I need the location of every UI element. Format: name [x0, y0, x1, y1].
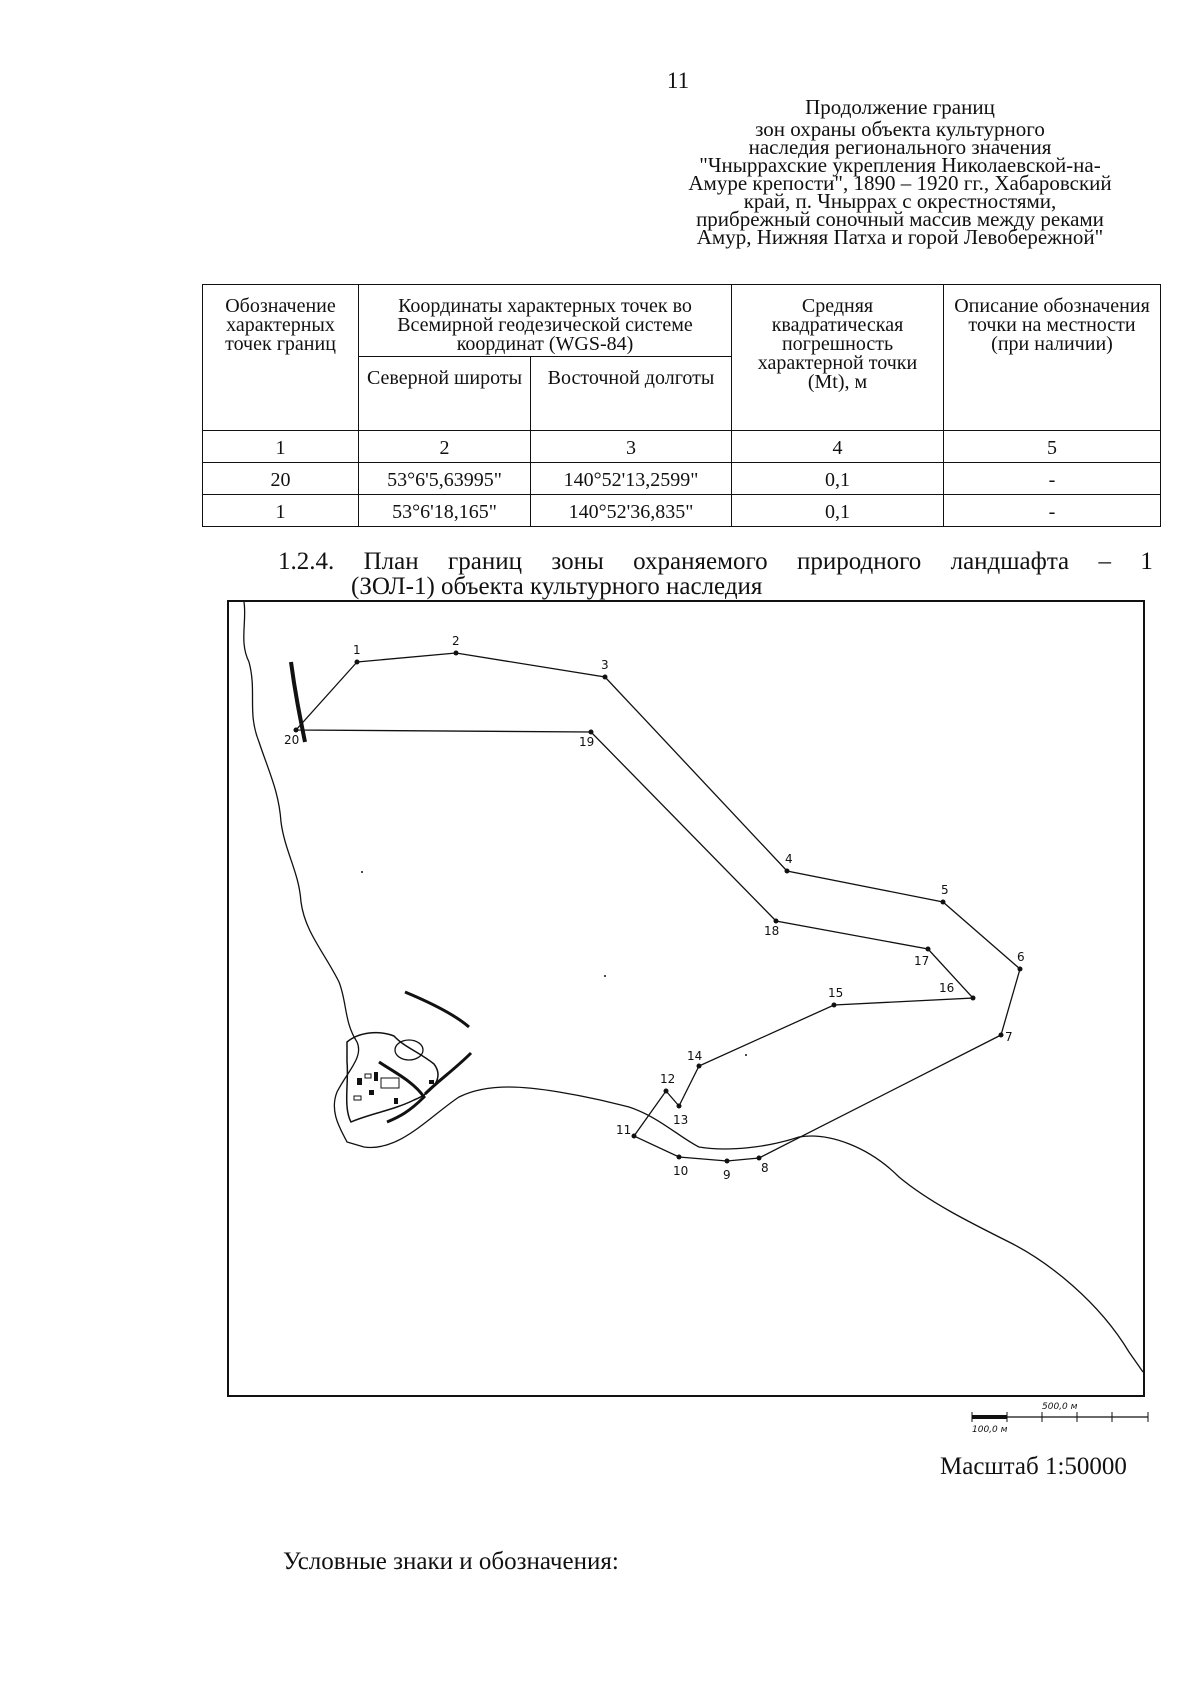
boundary-map [227, 600, 1145, 1397]
boundary-point-marker [774, 919, 779, 924]
boundary-point-marker [697, 1064, 702, 1069]
header-east-longitude: Восточной долготы [531, 357, 732, 431]
title-word: границ [448, 548, 523, 575]
scale-label-small: 100,0 м [972, 1425, 1008, 1435]
boundary-point-label: 13 [673, 1113, 689, 1127]
boundary-point-label: 9 [723, 1168, 731, 1182]
building [374, 1072, 378, 1081]
heading-line: зон охраны объекта культурного [755, 117, 1045, 141]
header-description: Описание обозначения точки на местности (при наличии) [944, 285, 1161, 431]
title-word: ландшафта [950, 548, 1070, 575]
cell-east: 140°52'13,2599" [531, 463, 732, 495]
heading-line: Продолжение границ [805, 95, 995, 119]
table-row [203, 463, 1161, 495]
boundary-point-label: 6 [1017, 950, 1025, 964]
title-word: зоны [551, 548, 604, 575]
boundary-point-marker [757, 1156, 762, 1161]
boundary-point-label: 18 [764, 924, 780, 938]
boundary-point-marker [677, 1104, 682, 1109]
boundary-point-label: 1 [353, 643, 361, 657]
boundary-point-label: 17 [914, 954, 930, 968]
page-number: 11 [666, 68, 690, 93]
boundary-point-label: 2 [452, 634, 460, 648]
heading-line: Амур, Нижняя Патха и горой Левобережной" [696, 225, 1104, 249]
boundary-point-label: 3 [601, 658, 609, 672]
title-word: природного [796, 548, 922, 575]
boundary-point-marker [999, 1033, 1004, 1038]
header-point-designation: Обозначение характерных точек границ [203, 285, 359, 431]
scale-bar [970, 1399, 1150, 1439]
coordinates-table [202, 284, 1161, 527]
column-number: 3 [531, 431, 732, 463]
column-number: 1 [203, 431, 359, 463]
cell-east: 140°52'36,835" [531, 495, 732, 527]
boundary-point-marker [725, 1159, 730, 1164]
boundary-point-marker [1018, 967, 1023, 972]
header-north-latitude: Северной широты [359, 357, 531, 431]
column-number: 5 [944, 431, 1161, 463]
boundary-point-marker [677, 1155, 682, 1160]
table-row [203, 495, 1161, 527]
building [369, 1090, 374, 1095]
heading-line: наследия регионального значения [748, 135, 1052, 159]
header-mean-error: Средняя квадратическая погрешность характерной точки (Mt), м [732, 285, 944, 431]
heading-line: Амуре крепости", 1890 – 1920 гг., Хабаровский [688, 171, 1112, 195]
boundary-point-label: 15 [828, 986, 844, 1000]
boundary-point-marker [294, 728, 299, 733]
scale-label-large: 500,0 м [1042, 1402, 1078, 1412]
boundary-point-label: 10 [673, 1164, 689, 1178]
boundary-point-label: 8 [761, 1161, 769, 1175]
map-scale: Масштаб 1:50000 [940, 1453, 1127, 1480]
cell-north: 53°6'5,63995" [359, 463, 531, 495]
boundary-point-marker [664, 1089, 669, 1094]
cell-error: 0,1 [732, 495, 944, 527]
building [357, 1078, 362, 1085]
boundary-point-label: 12 [660, 1072, 676, 1086]
section-title-line2: (ЗОЛ-1) объекта культурного наследия [351, 573, 763, 600]
boundary-point-label: 19 [579, 735, 595, 749]
boundary-point-label: 11 [616, 1123, 632, 1137]
legend-title: Условные знаки и обозначения: [283, 1548, 619, 1575]
boundary-point-label: 7 [1005, 1030, 1013, 1044]
column-number: 2 [359, 431, 531, 463]
boundary-point-marker [454, 651, 459, 656]
lake [395, 1040, 423, 1060]
cell-description: - [944, 495, 1161, 527]
shore-line [379, 1062, 424, 1122]
settlement-outline [347, 1033, 438, 1122]
map-drawing [229, 602, 1143, 1395]
header-coordinates: Координаты характерных точек во Всемирной геодезической системе координат (WGS-84) [359, 285, 732, 357]
cell-error: 0,1 [732, 463, 944, 495]
cell-point: 20 [203, 463, 359, 495]
heading-line: край, п. Чныррах с окрестностями, [743, 189, 1057, 213]
heading-line: прибрежный соночный массив между реками [696, 207, 1104, 231]
heading-line: "Чныррахские укрепления Николаевской-на- [699, 153, 1101, 177]
coastline [244, 602, 1143, 1372]
boundary-point-marker [603, 675, 608, 680]
building [354, 1096, 361, 1100]
boundary-point-label: 4 [785, 852, 793, 866]
boundary-point-marker [926, 947, 931, 952]
title-word: охраняемого [633, 548, 768, 575]
column-number-row [203, 431, 1161, 463]
boundary-point-label: 5 [941, 883, 949, 897]
column-number: 4 [732, 431, 944, 463]
boundary-point-marker [941, 900, 946, 905]
boundary-point-marker [785, 869, 790, 874]
map-dot [604, 975, 606, 977]
scale-segment [972, 1415, 1007, 1419]
title-word: – [1098, 548, 1112, 575]
boundary-point-label: 14 [687, 1049, 703, 1063]
zone-boundary [296, 653, 1020, 1161]
cell-point: 1 [203, 495, 359, 527]
boundary-point-marker [632, 1134, 637, 1139]
cell-north: 53°6'18,165" [359, 495, 531, 527]
title-word: 1 [1140, 548, 1153, 575]
building [365, 1074, 371, 1078]
boundary-point-marker [589, 730, 594, 735]
boundary-point-label: 20 [284, 733, 300, 747]
section-title [278, 549, 1153, 599]
boundary-point-label: 16 [939, 981, 955, 995]
building [381, 1078, 399, 1088]
boundary-point-marker [832, 1003, 837, 1008]
map-dot [745, 1054, 747, 1056]
section-number: 1.2.4. [278, 548, 335, 575]
building [429, 1080, 434, 1084]
title-word: План [363, 548, 419, 575]
cell-description: - [944, 463, 1161, 495]
shore-line [405, 992, 469, 1027]
boundary-point-marker [355, 660, 360, 665]
boundary-point-marker [971, 996, 976, 1001]
map-dot [361, 871, 363, 873]
building [394, 1098, 398, 1104]
document-heading [620, 95, 1180, 249]
